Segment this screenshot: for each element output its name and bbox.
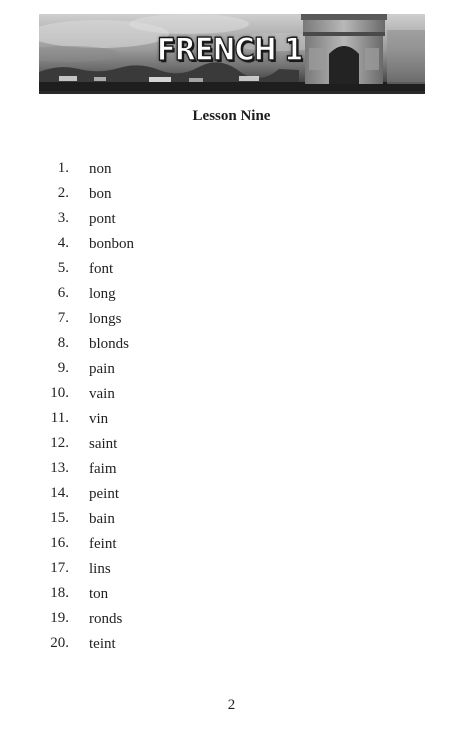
item-word: non [89, 161, 112, 177]
item-word: longs [89, 311, 122, 327]
list-item [0, 335, 463, 360]
item-number: 13. [50, 460, 69, 476]
list-item [0, 460, 463, 485]
item-number: 2. [57, 185, 69, 201]
list-item [0, 410, 463, 435]
banner-title: FRENCH 1 [157, 32, 303, 68]
item-word: teint [89, 636, 116, 652]
list-item [0, 385, 463, 410]
item-word: vin [89, 411, 109, 427]
item-number: 15. [50, 510, 69, 526]
item-word: bonbon [89, 236, 134, 252]
item-number: 4. [57, 235, 69, 251]
item-number: 9. [57, 360, 69, 376]
item-number: 10. [50, 385, 69, 401]
item-word: ton [89, 586, 109, 602]
item-word: ronds [89, 611, 123, 627]
item-word: lins [89, 561, 111, 577]
list-item [0, 160, 463, 185]
item-word: pain [89, 361, 115, 377]
list-item [0, 510, 463, 535]
item-number: 6. [57, 285, 69, 301]
item-word: faim [89, 461, 117, 477]
list-item [0, 435, 463, 460]
list-item [0, 635, 463, 660]
item-word: bain [89, 511, 115, 527]
item-number: 18. [50, 585, 69, 601]
list-item [0, 360, 463, 385]
item-number: 16. [50, 535, 69, 551]
list-item [0, 585, 463, 610]
list-item [0, 285, 463, 310]
item-number: 14. [50, 485, 69, 501]
page-number: 2 [227, 697, 236, 713]
item-number: 1. [57, 160, 69, 176]
list-item [0, 560, 463, 585]
list-item [0, 610, 463, 635]
lesson-title: Lesson Nine [192, 108, 271, 124]
list-item [0, 235, 463, 260]
list-item [0, 535, 463, 560]
item-word: vain [89, 386, 115, 402]
item-word: font [89, 261, 114, 277]
item-word: pont [89, 211, 116, 227]
list-item [0, 185, 463, 210]
item-number: 3. [57, 210, 69, 226]
item-number: 19. [50, 610, 69, 626]
list-item [0, 210, 463, 235]
header-banner [39, 14, 425, 94]
list-item [0, 260, 463, 285]
item-word: blonds [89, 336, 130, 352]
item-word: long [89, 286, 116, 302]
item-number: 7. [57, 310, 69, 326]
word-list [0, 160, 463, 660]
list-item [0, 485, 463, 510]
item-number: 12. [50, 435, 69, 451]
item-number: 5. [57, 260, 69, 276]
item-number: 11. [50, 410, 69, 426]
list-item [0, 310, 463, 335]
item-word: saint [89, 436, 118, 452]
item-number: 17. [50, 560, 69, 576]
item-number: 8. [57, 335, 69, 351]
item-word: peint [89, 486, 119, 502]
item-number: 20. [50, 635, 69, 651]
item-word: feint [89, 536, 117, 552]
item-word: bon [89, 186, 112, 202]
